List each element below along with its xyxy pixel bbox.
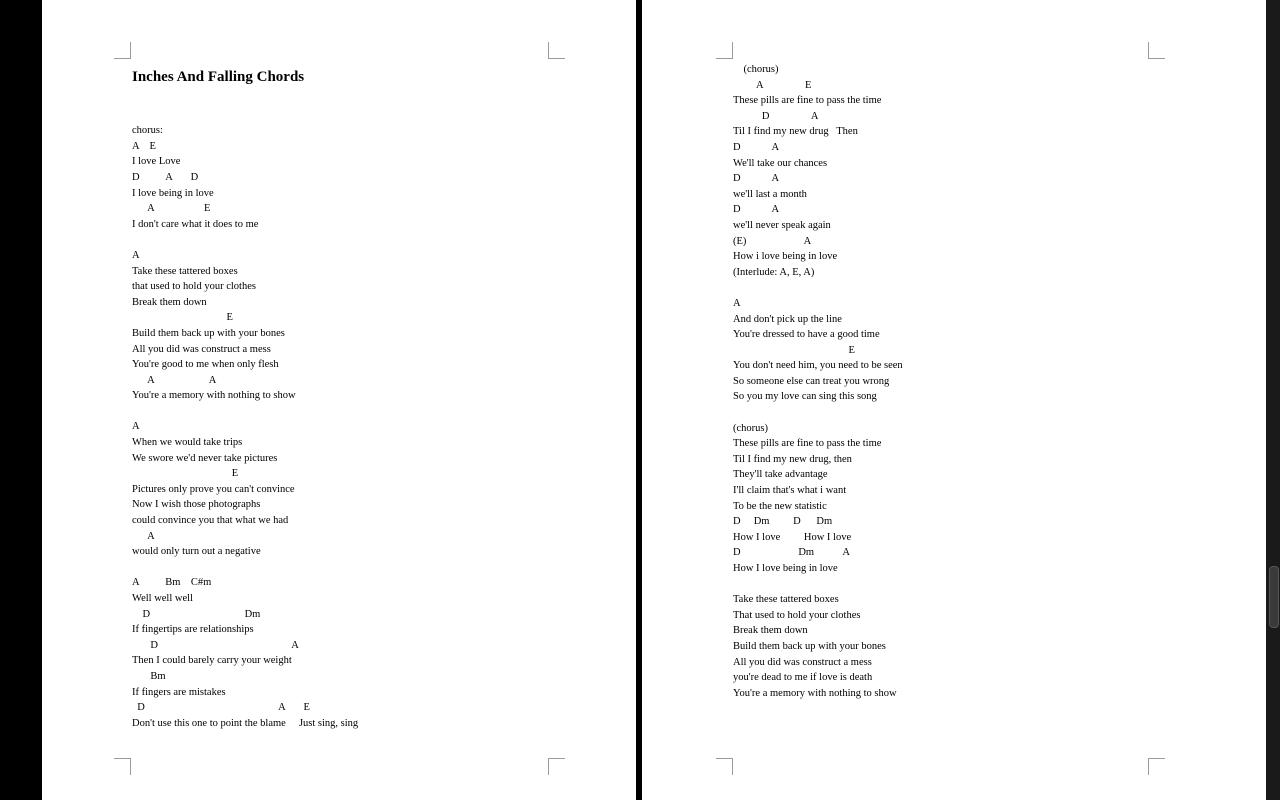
document-title: Inches And Falling Chords <box>132 69 305 85</box>
lyric-line: You're dressed to have a good time <box>733 329 880 341</box>
lyric-line: A <box>733 297 741 309</box>
lyric-line: A <box>132 421 140 433</box>
lyric-line: Well well well <box>132 593 193 604</box>
lyric-line: A A <box>132 374 217 386</box>
vertical-scrollbar[interactable] <box>1266 0 1280 800</box>
lyric-line: A E <box>733 79 812 91</box>
lyric-line: we'll never speak again <box>733 219 831 231</box>
lyric-line <box>733 405 1213 421</box>
lyric-line: chorus: <box>132 125 163 137</box>
lyric-line: Build them back up with your bones <box>733 640 886 652</box>
lyric-line: Til I find my new drug, then <box>733 453 852 465</box>
lyric-line: D A D <box>132 171 199 183</box>
lyric-line: I love being in love <box>132 187 214 199</box>
lyric-line <box>132 92 602 108</box>
lyric-line: Til I find my new drug Then <box>733 126 858 138</box>
lyric-line: D Dm D Dm <box>733 516 833 528</box>
lyric-line: Don't use this one to point the blame Just sing, sing <box>132 717 359 729</box>
lyric-line: D A <box>733 141 780 153</box>
lyric-line: would only turn out a negative <box>132 546 261 558</box>
lyric-line <box>132 404 602 420</box>
lyric-line: A <box>132 249 140 261</box>
lyric-line: We swore we'd never take pictures <box>132 452 278 464</box>
lyric-line: Now I wish those photographs <box>132 499 261 511</box>
lyric-line: Break them down <box>132 296 207 308</box>
lyric-line: Then I could barely carry your weight <box>132 655 292 667</box>
lyric-line: You're good to me when only flesh <box>132 359 279 371</box>
lyric-line: we'll last a month <box>733 188 807 200</box>
lyric-line: D A <box>733 204 780 216</box>
lyric-line: you're dead to me if love is death <box>733 672 873 684</box>
margin-corner-mark <box>716 42 733 59</box>
lyric-line: How I love being in love <box>733 563 838 574</box>
lyric-line: D A <box>132 639 299 651</box>
lyric-line: These pills are fine to pass the time <box>733 438 882 450</box>
lyric-line: E <box>132 468 239 480</box>
lyric-line: that used to hold your clothes <box>132 281 256 293</box>
lyric-line: (chorus) <box>733 422 768 434</box>
lyric-line: A E <box>132 140 156 152</box>
lyric-line: E <box>132 312 233 324</box>
lyric-line: You don't need him, you need to be seen <box>733 360 903 372</box>
lyric-line <box>132 232 602 248</box>
lyric-line: Bm <box>132 670 166 682</box>
lyric-line: Pictures only prove you can't convince <box>132 483 295 495</box>
lyric-line <box>132 560 602 576</box>
lyric-line: (E) A <box>733 235 812 247</box>
lyric-line <box>733 577 1213 593</box>
lyric-line: Take these tattered boxes <box>132 265 238 277</box>
lyric-line: How I love How I love <box>733 531 852 543</box>
lyric-line: A E <box>132 203 211 215</box>
lyric-line: (chorus) <box>733 64 779 75</box>
lyric-line: If fingertips are relationships <box>132 624 254 636</box>
lyric-line: They'll take advantage <box>733 469 828 481</box>
lyric-line: That used to hold your clothes <box>733 609 861 621</box>
lyric-line: If fingers are mistakes <box>132 686 226 698</box>
lyric-line: A <box>132 530 155 542</box>
lyric-line: And don't pick up the line <box>733 313 842 325</box>
lyric-line <box>733 280 1213 296</box>
lyric-line: E <box>733 344 855 356</box>
lyric-line: A Bm C#m <box>132 577 212 589</box>
lyrics-block-left <box>132 92 602 731</box>
lyric-line: When we would take trips <box>132 437 243 449</box>
lyric-line: How i love being in love <box>733 251 838 263</box>
lyric-line: All you did was construct a mess <box>733 656 872 668</box>
lyric-line: Build them back up with your bones <box>132 327 285 339</box>
lyric-line: could convince you that what we had <box>132 515 289 527</box>
lyric-line: I love Love <box>132 156 181 168</box>
lyrics-block-right <box>733 62 1213 701</box>
margin-corner-mark <box>114 42 131 59</box>
lyric-line: I don't care what it does to me <box>132 218 259 230</box>
lyric-line: You're a memory with nothing to show <box>733 687 897 699</box>
lyric-line: So someone else can treat you wrong <box>733 375 890 387</box>
lyric-line: These pills are fine to pass the time <box>733 95 882 107</box>
margin-corner-mark <box>548 42 565 59</box>
page-body[interactable] <box>132 62 602 731</box>
lyric-line: We'll take our chances <box>733 157 828 169</box>
lyric-line: D A <box>733 110 819 122</box>
lyric-line: D Dm <box>132 608 261 620</box>
document-page-left <box>42 0 636 800</box>
margin-corner-mark <box>1148 42 1165 59</box>
lyric-line <box>132 108 602 124</box>
lyric-line: Take these tattered boxes <box>733 594 839 606</box>
lyric-line: Break them down <box>733 625 808 637</box>
scrollbar-thumb[interactable] <box>1269 566 1279 628</box>
margin-corner-mark <box>1148 758 1165 775</box>
lyric-line: So you my love can sing this song <box>733 391 877 403</box>
document-page-right <box>642 0 1266 800</box>
margin-corner-mark <box>716 758 733 775</box>
lyric-line: (Interlude: A, E, A) <box>733 266 815 278</box>
lyric-line: You're a memory with nothing to show <box>132 390 296 402</box>
lyric-line: I'll claim that's what i want <box>733 485 847 497</box>
lyric-line: To be the new statistic <box>733 500 827 512</box>
lyric-line: D Dm A <box>733 547 850 559</box>
margin-corner-mark <box>114 758 131 775</box>
margin-corner-mark <box>548 758 565 775</box>
page-body[interactable] <box>733 62 1213 701</box>
lyric-line: D A E <box>132 702 310 714</box>
lyric-line: D A <box>733 173 780 185</box>
lyric-line: All you did was construct a mess <box>132 343 271 355</box>
